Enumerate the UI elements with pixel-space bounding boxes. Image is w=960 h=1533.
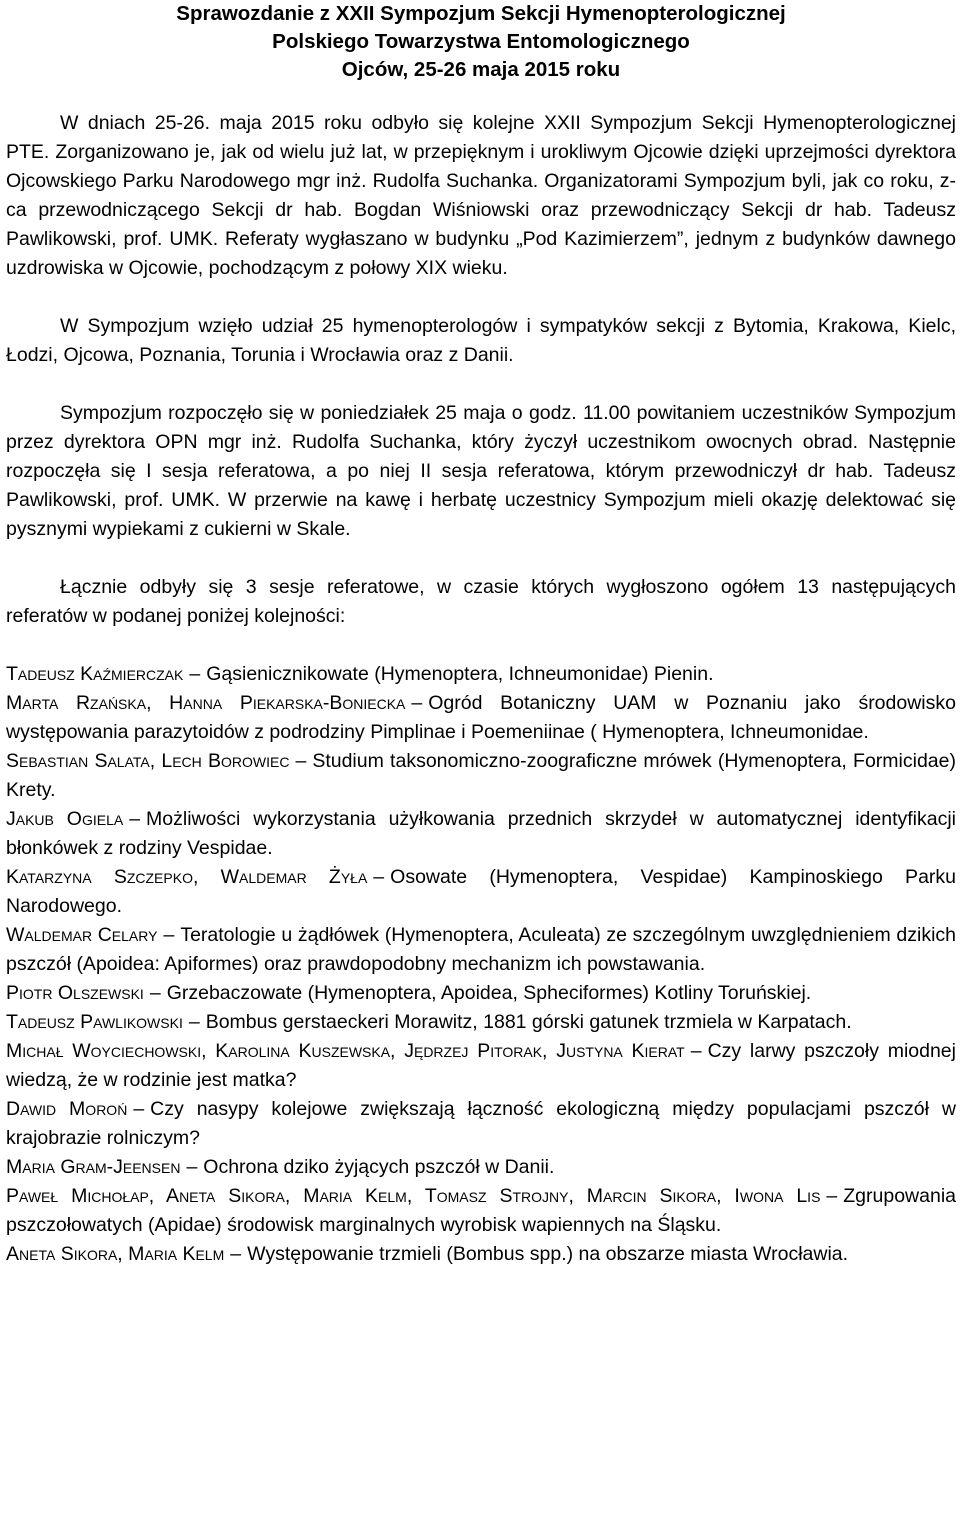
title-line: Sprawozdanie z XXII Sympozjum Sekcji Hymenopterologicznej <box>176 2 786 25</box>
presentation-entry <box>6 1095 956 1153</box>
entry-separator: – <box>129 808 141 830</box>
entry-title: Czy nasypy kolejowe zwiększają łączność ekologiczną między populacjami pszczół w krajobrazie rolniczym? <box>6 1098 956 1149</box>
entry-separator: – <box>826 1185 838 1207</box>
intro-paragraph: W dniach 25-26. maja 2015 roku odbyło się kolejne XXII Sympozjum Sekcji Hymenopterologicznej PTE. Zorganizowano je, jak od wielu już lat, w przepięknym i urokliwym Ojcowie dzięki uprzejmości dyrektora Ojcowskiego Parku Narodowego mgr inż. Rudolfa Suchanka. Organizatorami Sympozjum byli, jak co roku, z-ca przewodniczącego Sekcji dr hab. Bogdan Wiśniowski oraz przewodniczący Sekcji dr hab. Tadeusz Pawlikowski, prof. UMK. Referaty wygłaszano w budynku „Pod Kazimierzem”, jednym z budynków dawnego uzdrowiska w Ojcowie, pochodzącym z połowy XIX wieku. <box>6 112 956 279</box>
entry-title: Grzebaczowate (Hymenoptera, Apoidea, Spheciformes) Kotliny Toruńskiej. <box>166 982 812 1004</box>
entry-title: Studium taksonomiczno-zoograficzne mrówek (Hymenoptera, Formicidae) Krety. <box>6 750 956 801</box>
opening-paragraph: Sympozjum rozpoczęło się w poniedziałek 25 maja o godz. 11.00 powitaniem uczestników Sympozjum przez dyrektora OPN mgr inż. Rudolfa Suchanka, który życzył uczestnikom owocnych obrad. Następnie rozpoczęła się I sesja referatowa, a po niej II sesja referatowa, którym przewodniczył dr hab. Tadeusz Pawlikowski, prof. UMK. W przerwie na kawę i herbatę uczestnicy Sympozjum mieli okazję delektować się pysznymi wypiekami z cukierni w Skale. <box>6 402 956 540</box>
entry-title: Czy larwy pszczoły miodnej wiedzą, że w rodzinie jest matka? <box>6 1040 956 1091</box>
presentation-entry <box>6 1240 956 1269</box>
presentation-entry <box>6 1153 956 1182</box>
entry-separator: – <box>186 1156 198 1178</box>
entry-separator: – <box>163 924 175 946</box>
presentation-entry <box>6 979 956 1008</box>
entry-authors: Dawid Moroń <box>6 1098 128 1120</box>
entry-separator: – <box>149 982 161 1004</box>
entry-separator: – <box>230 1243 242 1265</box>
sessions-paragraph: Łącznie odbyły się 3 sesje referatowe, w czasie których wygłoszono ogółem 13 następujących referatów w podanej poniżej kolejności: <box>6 576 956 627</box>
presentation-entry <box>6 1182 956 1240</box>
participants-paragraph: W Sympozjum wzięło udział 25 hymenopterologów i sympatyków sekcji z Bytomia, Krakowa, Kielc, Łodzi, Ojcowa, Poznania, Torunia i Wrocławia oraz z Danii. <box>6 315 956 366</box>
entry-separator: – <box>690 1040 702 1062</box>
entry-title: Teratologie u żądłówek (Hymenoptera, Aculeata) ze szczególnym uwzględnieniem dzikich pszczół (Apoidea: Apiformes) oraz prawdopodobny mechanizm ich powstawania. <box>6 924 956 975</box>
entry-authors: Maria Gram-Jeensen <box>6 1156 181 1178</box>
entry-authors: Sebastian Salata, Lech Borowiec <box>6 750 290 772</box>
presentation-entry <box>6 863 956 921</box>
entry-authors: Marta Rzańska, Hanna Piekarska-Boniecka <box>6 692 406 714</box>
entry-authors: Katarzyna Szczepko, Waldemar Żyła <box>6 866 368 888</box>
entry-separator: – <box>189 663 201 685</box>
entry-authors: Michał Woyciechowski, Karolina Kuszewska, Jędrzej Pitorak, Justyna Kierat <box>6 1040 685 1062</box>
entry-authors: Paweł Michołap, Aneta Sikora, Maria Kelm, Tomasz Strojny, Marcin Sikora, Iwona Lis <box>6 1185 821 1207</box>
entry-authors: Tadeusz Kaźmierczak <box>6 663 184 685</box>
presentation-entry <box>6 921 956 979</box>
report-title <box>6 0 956 84</box>
entry-separator: – <box>411 692 423 714</box>
presentation-entry <box>6 689 956 747</box>
entry-title: Zgrupowania pszczołowatych (Apidae) środowisk marginalnych wyrobisk wapiennych na Śląsku. <box>6 1185 956 1236</box>
presentation-entry <box>6 660 956 689</box>
entry-separator: – <box>295 750 307 772</box>
entry-authors: Waldemar Celary <box>6 924 158 946</box>
entry-title: Możliwości wykorzystania użyłkowania przednich skrzydeł w automatycznej identyfikacji błonkówek z rodziny Vespidae. <box>6 808 956 859</box>
title-line: Polskiego Towarzystwa Entomologicznego <box>272 30 690 53</box>
entry-title: Ochrona dziko żyjących pszczół w Danii. <box>203 1156 555 1178</box>
entry-separator: – <box>188 1011 200 1033</box>
entry-authors: Jakub Ogiela <box>6 808 124 830</box>
presentation-entry <box>6 747 956 805</box>
presentation-entry <box>6 1037 956 1095</box>
report-page <box>6 0 956 1269</box>
entry-authors: Tadeusz Pawlikowski <box>6 1011 183 1033</box>
entry-title: Ogród Botaniczny UAM w Poznaniu jako środowisko występowania parazytoidów z podrodziny Pimplinae i Poemeniinae ( Hymenoptera, Ichneumonidae. <box>6 692 956 743</box>
presentation-list <box>6 660 956 1269</box>
entry-title: Osowate (Hymenoptera, Vespidae) Kampinoskiego Parku Narodowego. <box>6 866 956 917</box>
entry-separator: – <box>133 1098 145 1120</box>
entry-authors: Piotr Olszewski <box>6 982 144 1004</box>
presentation-entry <box>6 1008 956 1037</box>
entry-title: Bombus gerstaeckeri Morawitz, 1881 górski gatunek trzmiela w Karpatach. <box>205 1011 852 1033</box>
title-line: Ojców, 25-26 maja 2015 roku <box>341 58 621 81</box>
entry-separator: – <box>373 866 385 888</box>
entry-title: Występowanie trzmieli (Bombus spp.) na obszarze miasta Wrocławia. <box>247 1243 849 1265</box>
entry-authors: Aneta Sikora, Maria Kelm <box>6 1243 225 1265</box>
entry-title: Gąsienicznikowate (Hymenoptera, Ichneumonidae) Pienin. <box>206 663 714 685</box>
presentation-entry <box>6 805 956 863</box>
